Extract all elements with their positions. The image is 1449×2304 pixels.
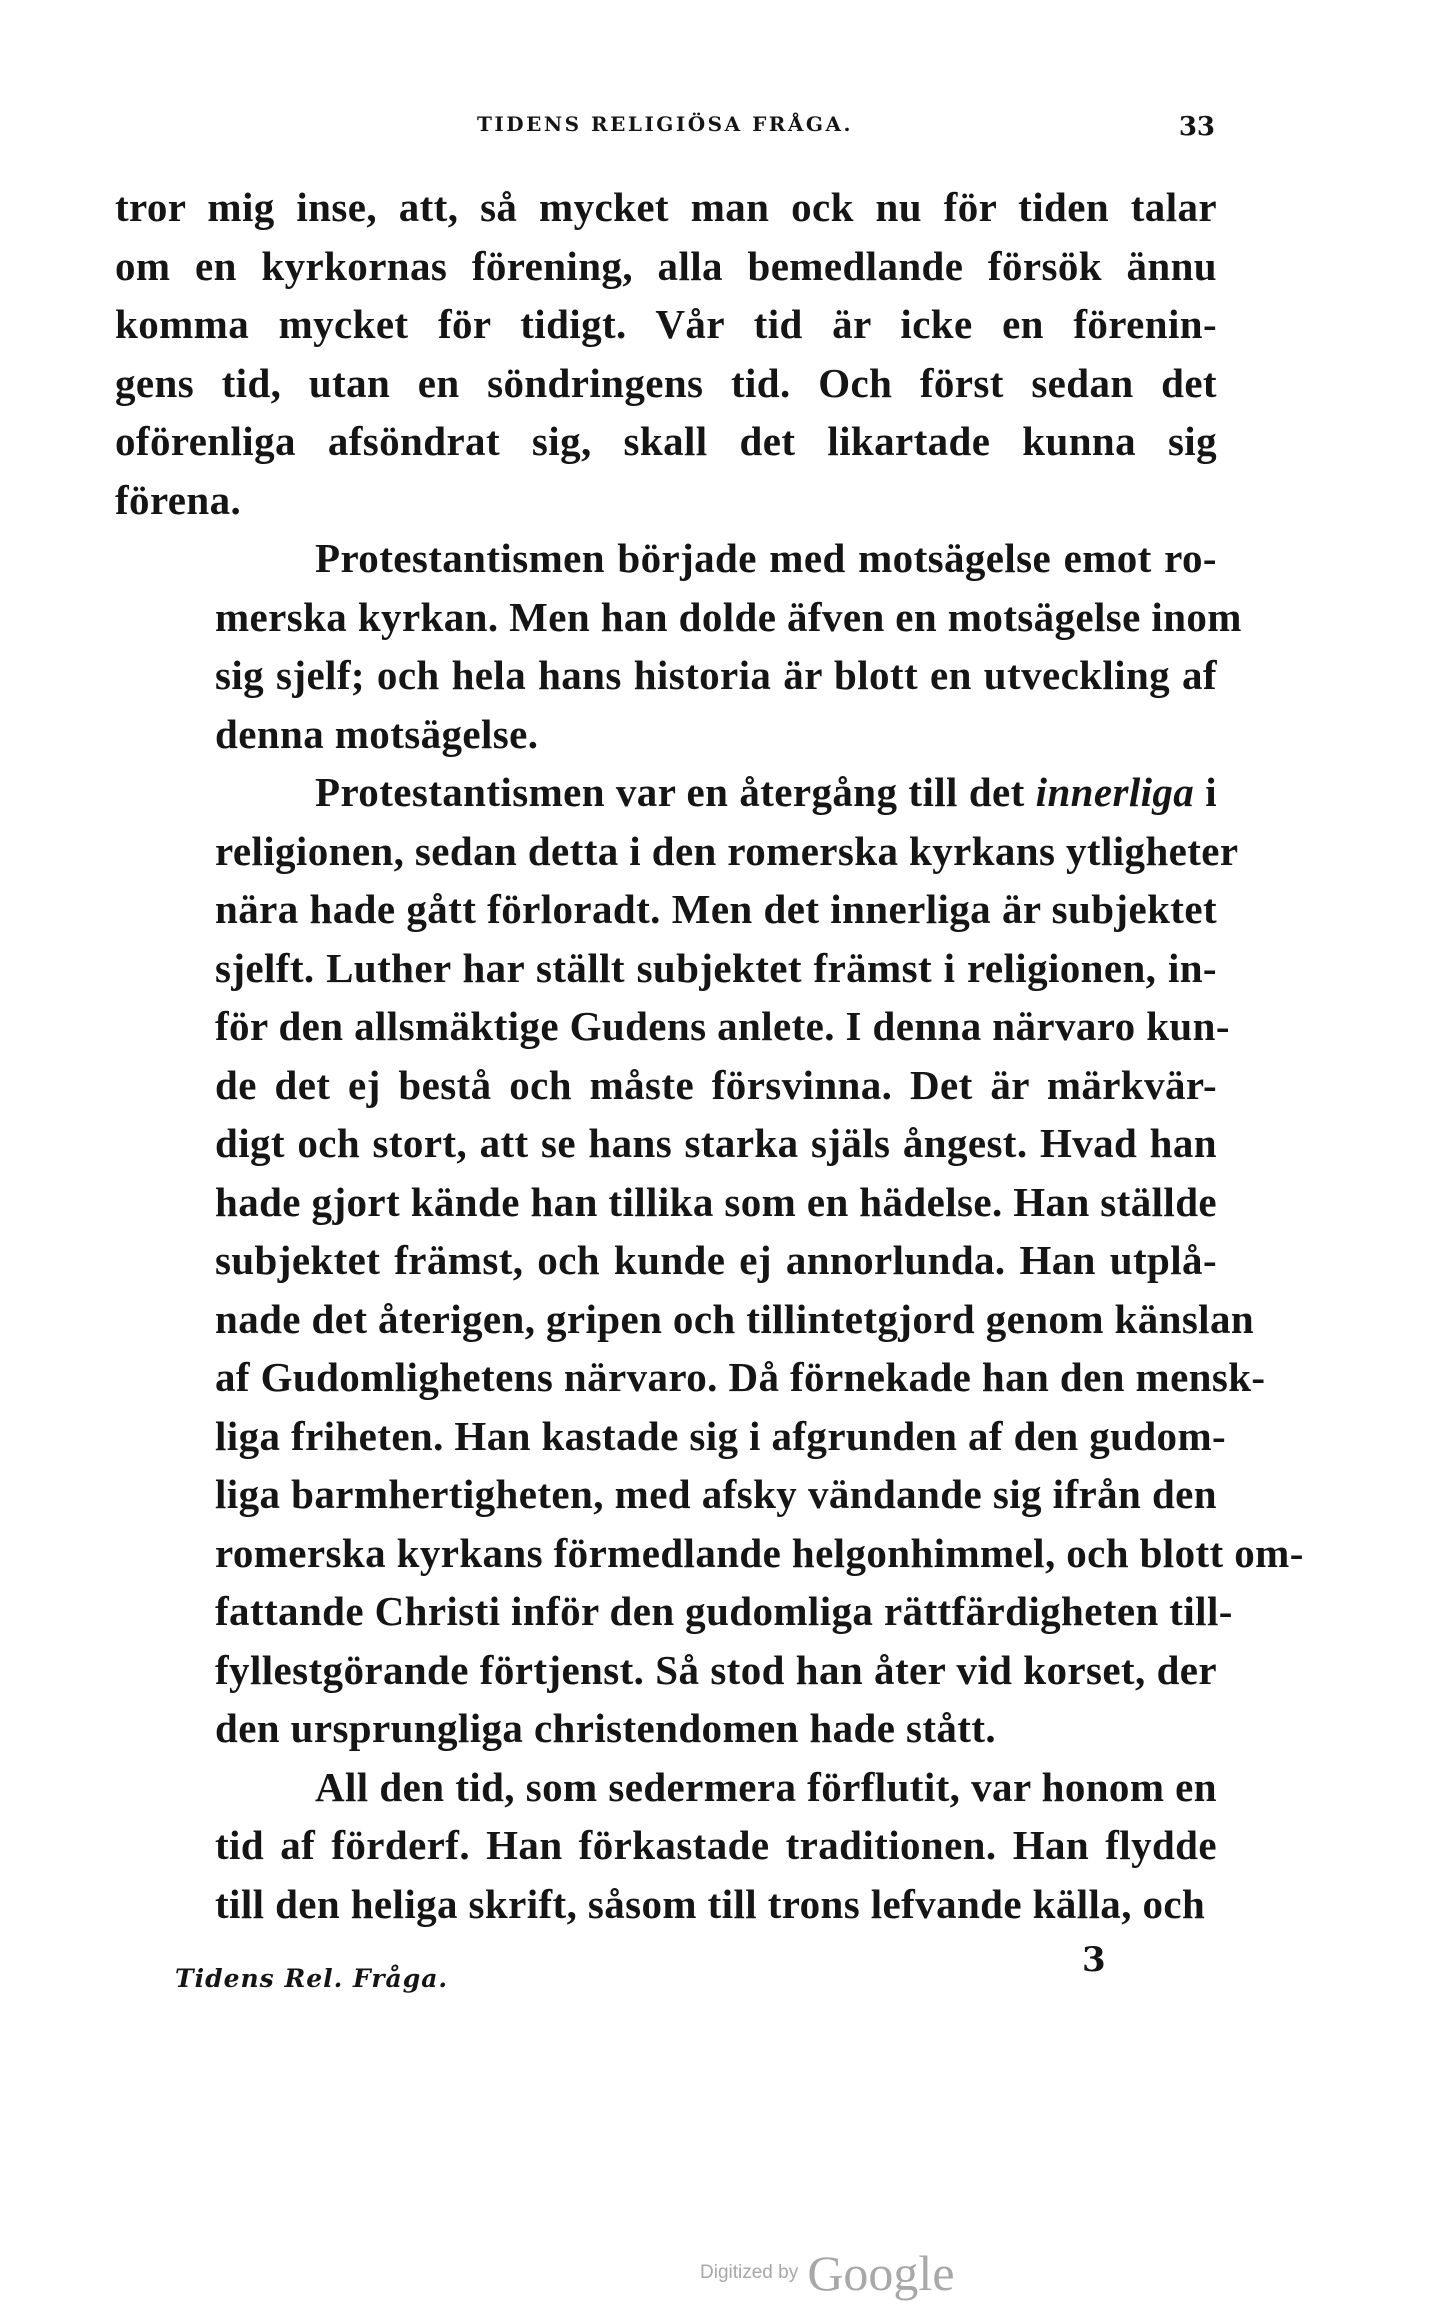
paragraph	[115, 1758, 1217, 1934]
text-line: tid af förderf. Han förkastade traditionen. Han flydde	[215, 1822, 1217, 1868]
text-line: fyllestgörande förtjenst. Så stod han åter vid korset, der	[215, 1646, 1217, 1693]
text-line: den ursprungliga christendomen hade stått.	[215, 1705, 997, 1751]
running-title: TIDENS RELIGIÖSA FRÅGA.	[477, 112, 853, 136]
text-line: nade det återigen, gripen och tillintetgjord genom känslan	[215, 1295, 1255, 1342]
signature-mark: Tidens Rel. Fråga.	[175, 1964, 449, 1993]
text-line: nära hade gått förloradt. Men det innerliga är subjektet	[215, 886, 1217, 932]
text-line: hade gjort kände han tillika som en hädelse. Han ställde	[215, 1178, 1217, 1225]
paragraph	[115, 178, 1217, 529]
text-line: fattande Christi inför den gudomliga rättfärdigheten till-	[215, 1588, 1233, 1634]
paragraph	[115, 763, 1304, 1758]
text-line: liga barmhertigheten, med afsky vändande sig ifrån den	[215, 1471, 1217, 1517]
text-line: om en kyrkornas förening, alla bemedlande försök ännu	[115, 242, 1217, 289]
text-line: religionen, sedan detta i den romerska kyrkans ytligheter	[215, 827, 1239, 874]
text-line: förena.	[115, 476, 242, 523]
text-line: för den allsmäktige Gudens anlete. I denna närvaro kun-	[215, 1003, 1230, 1049]
running-header	[115, 112, 1215, 152]
text-line: digt och stort, att se hans starka själs ångest. Hvad han	[215, 1120, 1217, 1166]
text-line: subjektet främst, och kunde ej annorlunda. Han utplå-	[215, 1237, 1217, 1283]
text-line: oförenliga afsöndrat sig, skall det likartade kunna sig	[115, 418, 1217, 464]
text-line: All den tid, som sedermera förflutit, var honom en	[315, 1763, 1217, 1810]
text-line: de det ej bestå och måste försvinna. Det är märkvär-	[215, 1061, 1217, 1108]
text-line: till den heliga skrift, såsom till trons lefvande källa, och	[215, 1880, 1206, 1927]
text-line: sjelft. Luther har ställt subjektet främst i religionen, in-	[215, 944, 1217, 991]
text-line: tror mig inse, att, så mycket man ock nu för tiden talar	[115, 184, 1217, 230]
text-line: Protestantismen var en återgång till det innerliga i	[315, 769, 1217, 815]
text-line: sig sjelf; och hela hans historia är blott en utveckling af	[215, 652, 1217, 698]
text-line: romerska kyrkans förmedlande helgonhimmel, och blott om-	[215, 1529, 1304, 1576]
text-line: af Gudomlighetens närvaro. Då förnekade han den mensk-	[215, 1354, 1266, 1400]
page-number: 33	[1178, 112, 1215, 142]
signature-number: 3	[1082, 1940, 1106, 1980]
text-line: merska kyrkan. Men han dolde äfven en motsägelse inom	[215, 593, 1242, 640]
digitized-watermark	[700, 2244, 955, 2304]
text-line: denna motsägelse.	[215, 710, 539, 757]
text-line: komma mycket för tidigt. Vår tid är icke en förenin-	[115, 301, 1217, 347]
body-text	[115, 178, 1304, 1933]
text-line: liga friheten. Han kastade sig i afgrunden af den gudom-	[215, 1412, 1227, 1459]
google-logo: Google	[807, 2245, 955, 2301]
text-line: Protestantismen började med motsägelse emot ro-	[315, 535, 1217, 581]
text-line: gens tid, utan en söndringens tid. Och först sedan det	[115, 359, 1217, 406]
paragraph	[115, 529, 1242, 763]
emphasized-word: innerliga	[1035, 769, 1195, 815]
watermark-prefix: Digitized by	[700, 2262, 799, 2283]
